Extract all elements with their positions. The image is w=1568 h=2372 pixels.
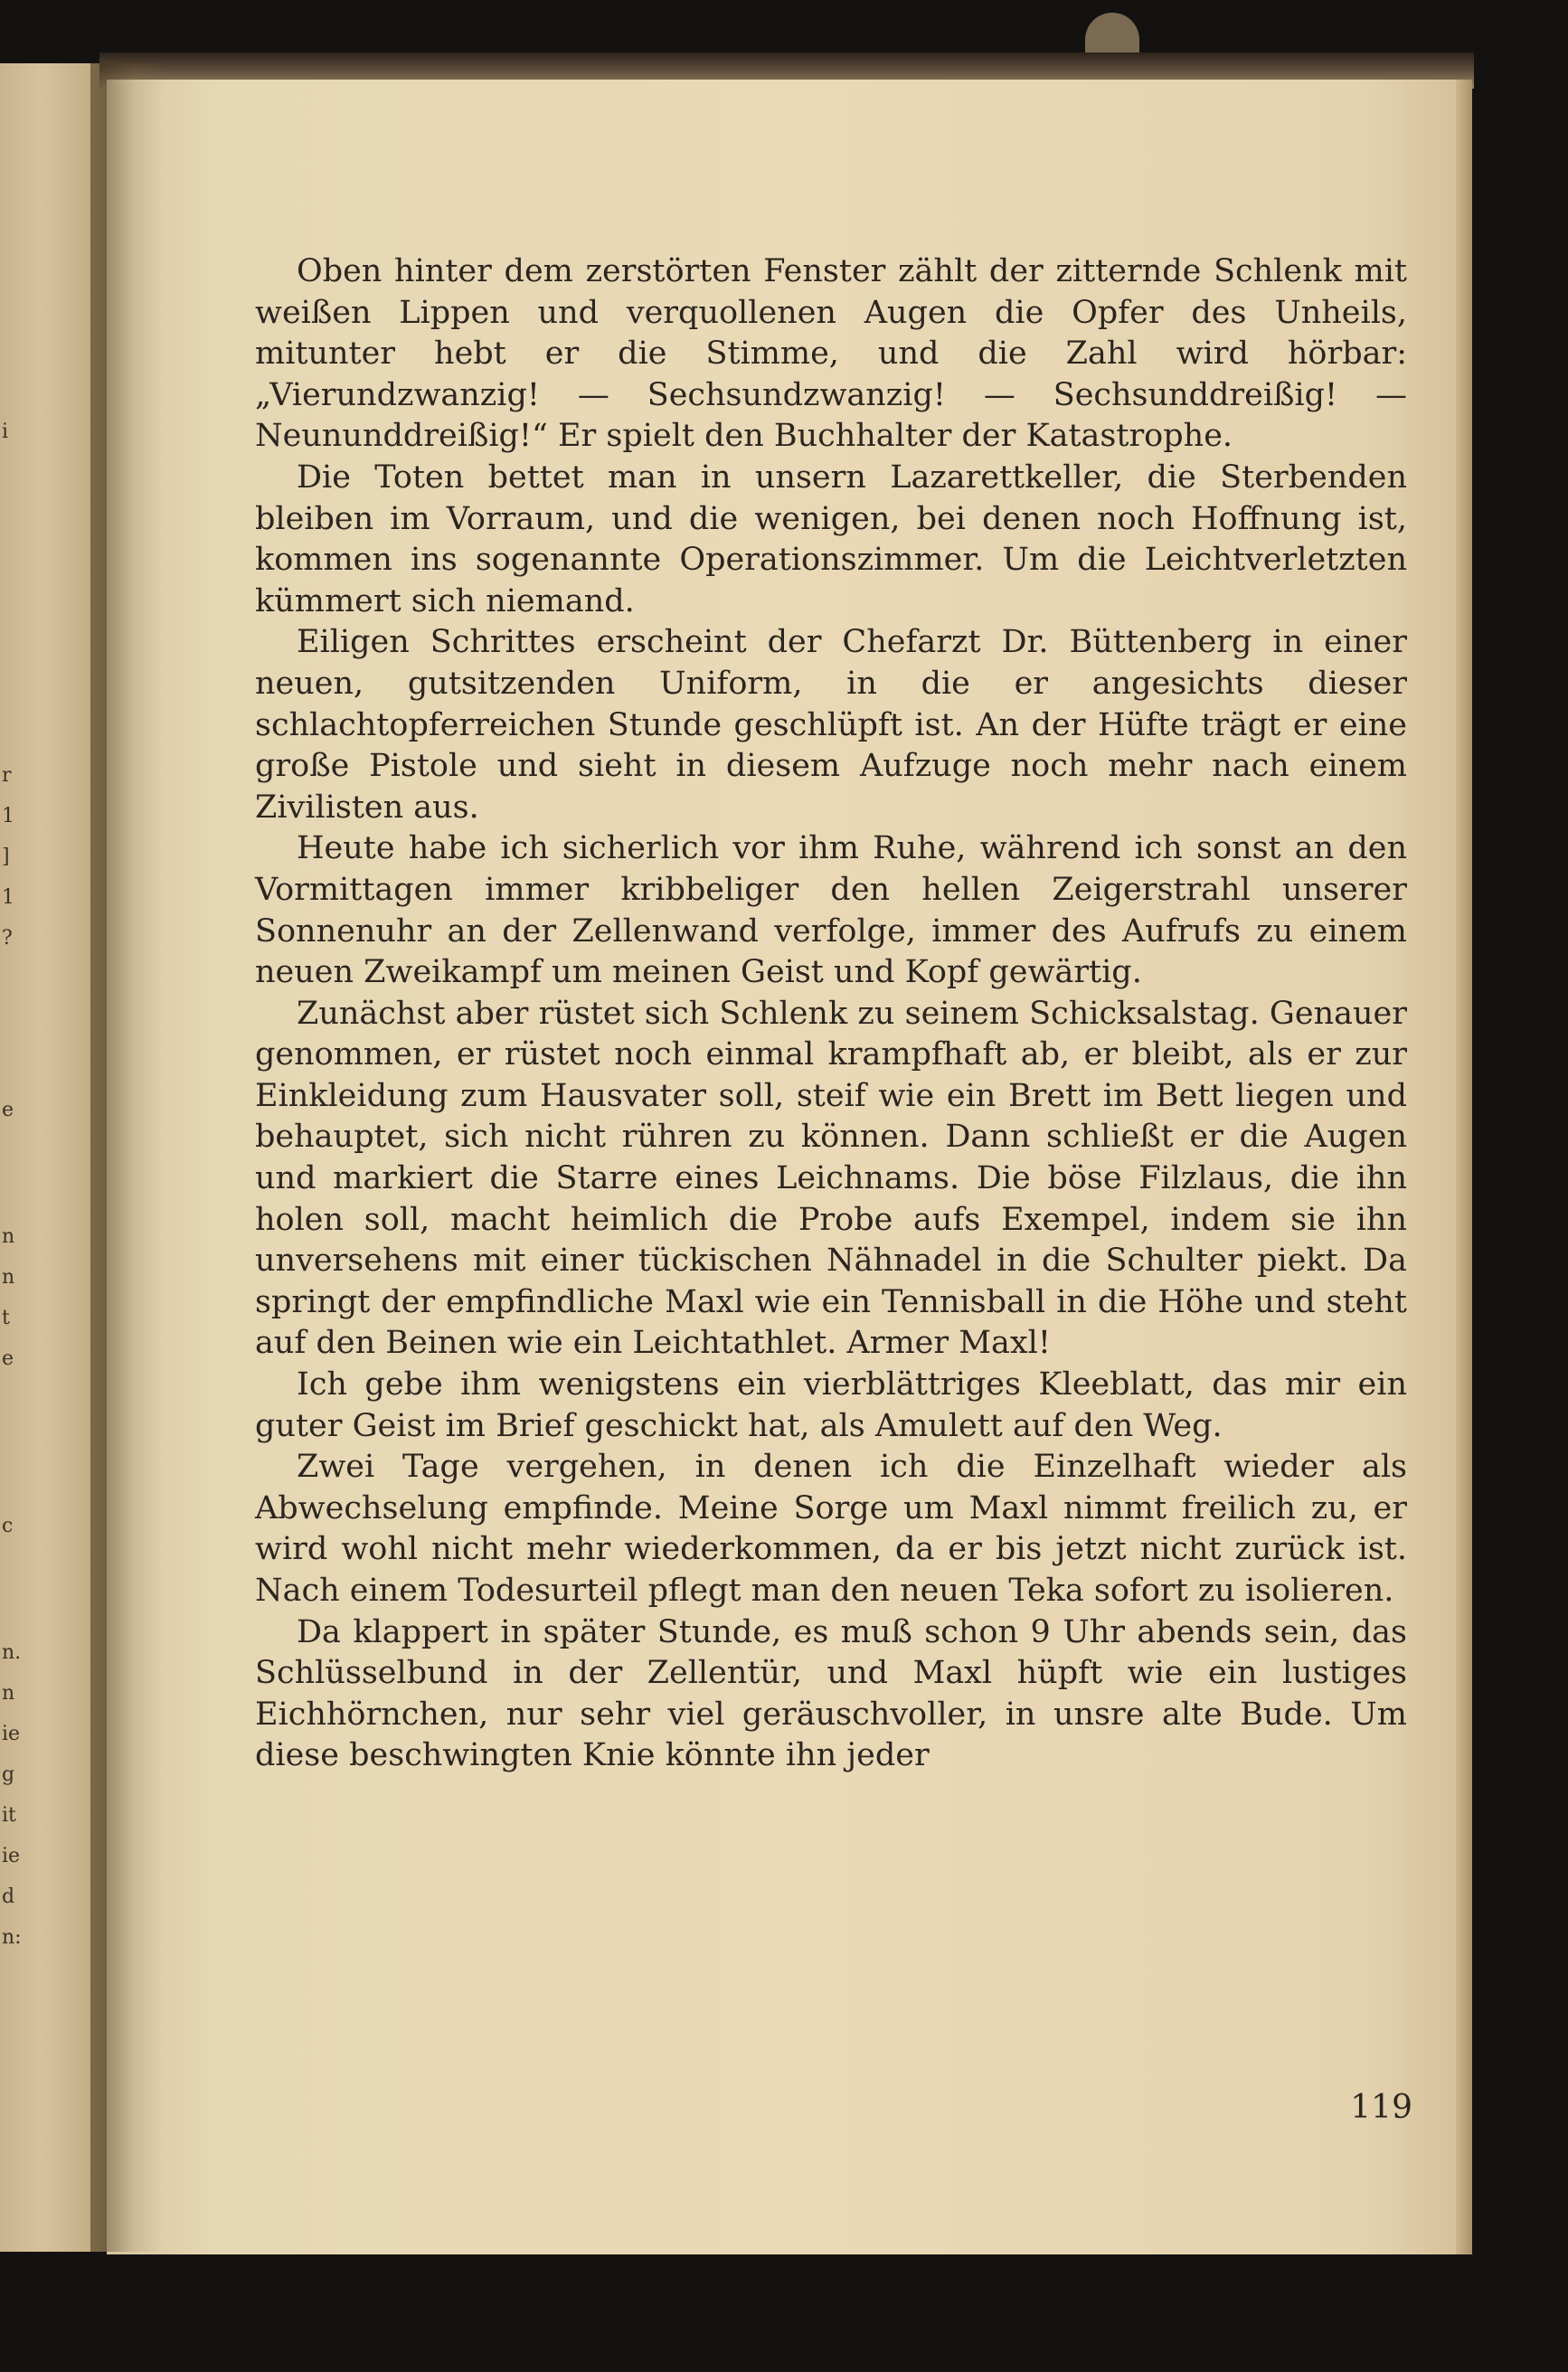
- left-fragment: 1: [2, 886, 14, 909]
- left-fragment: c: [2, 1515, 14, 1537]
- left-page-text-fragments: [0, 63, 27, 2252]
- page-edge: [1456, 80, 1472, 2254]
- body-text: [255, 251, 1407, 1777]
- left-fragment: n: [2, 1682, 15, 1705]
- paragraph: Die Toten bettet man in unsern Lazarettkeller, die Sterbenden bleiben im Vorraum, und die wenigen, bei denen noch Hoffnung ist, kommen ins sogenannte Operationszimmer. Um die Leichtverletzten kümmert sich niemand.: [255, 458, 1407, 619]
- left-fragment: d: [2, 1885, 15, 1908]
- left-page-edge: [0, 63, 107, 2252]
- paragraph: Oben hinter dem zerstörten Fenster zählt der zitternde Schlenk mit weißen Lippen und verquollenen Augen die Opfer des Unheils, mitunter hebt er die Stimme, und die Zahl wird hörbar: „Vierundzwanzig! — Sechsundzwanzig! — Sechsunddreißig! — Neununddreißig!“ Er spielt den Buchhalter der Katastrophe.: [255, 253, 1407, 455]
- left-fragment: e: [2, 1347, 14, 1370]
- paragraph: Da klappert in später Stunde, es muß schon 9 Uhr abends sein, das Schlüsselbund in der Zellentür, und Maxl hüpft wie ein lustiges Eichhörnchen, nur sehr viel geräuschvoller, in unsre alte Bude. Um diese beschwingten Knie könnte ihn jeder: [255, 1613, 1407, 1774]
- left-fragment: ?: [2, 927, 13, 950]
- left-fragment: e: [2, 1099, 14, 1121]
- page-number: 119: [1350, 2089, 1412, 2126]
- left-fragment: n.: [2, 1641, 22, 1664]
- paragraph: Zwei Tage vergehen, in denen ich die Einzelhaft wieder als Abwechselung empfinde. Meine Sorge um Maxl nimmt freilich zu, er wird wohl nicht mehr wiederkommen, da er bis jetzt nicht zurück ist. Nach einem Todesurteil pflegt man den neuen Teka sofort zu isolieren.: [255, 1449, 1407, 1609]
- left-fragment: ie: [2, 1845, 21, 1867]
- left-fragment: g: [2, 1763, 15, 1786]
- left-fragment: ie: [2, 1723, 21, 1745]
- left-fragment: r: [2, 764, 12, 787]
- left-fragment: 1: [2, 805, 14, 827]
- left-fragment: i: [2, 421, 9, 443]
- left-fragment: t: [2, 1307, 10, 1329]
- left-fragment: n: [2, 1225, 15, 1248]
- paragraph: Eiligen Schrittes erscheint der Chefarzt Dr. Büttenberg in einer neuen, gutsitzenden Uniform, in die er angesichts dieser schlachtopferreichen Stunde geschlüpft ist. An der Hüfte trägt er eine große Pistole und sieht in diesem Aufzuge noch mehr nach einem Zivilisten aus.: [255, 624, 1407, 826]
- book-page: [107, 80, 1472, 2254]
- left-fragment: n: [2, 1266, 15, 1289]
- left-fragment: n:: [2, 1926, 22, 1949]
- left-fragment: ]: [2, 846, 10, 868]
- paragraph: Ich gebe ihm wenigstens ein vierblättriges Kleeblatt, das mir ein guter Geist im Brief geschickt hat, als Amulett auf den Weg.: [255, 1366, 1407, 1444]
- paragraph: Heute habe ich sicherlich vor ihm Ruhe, während ich sonst an den Vormittagen immer kribbeliger den hellen Zeigerstrahl unserer Sonnenuhr an der Zellenwand verfolge, immer des Aufrufs zu einem neuen Zweikampf um meinen Geist und Kopf gewärtig.: [255, 830, 1407, 991]
- left-fragment: it: [2, 1804, 16, 1827]
- paragraph: Zunächst aber rüstet sich Schlenk zu seinem Schicksalstag. Genauer genommen, er rüstet noch einmal krampfhaft ab, er bleibt, als er zur Einkleidung zum Hausvater soll, steif wie ein Brett im Bett liegen und behauptet, sich nicht rühren zu können. Dann schließt er die Augen und markiert die Starre eines Leichnams. Die böse Filzlaus, die ihn holen soll, macht heimlich die Probe aufs Exempel, indem sie ihn unversehens mit einer tückischen Nähnadel in die Schulter piekt. Da springt der empfindliche Maxl wie ein Tennisball in die Höhe und steht auf den Beinen wie ein Leichtathlet. Armer Maxl!: [255, 995, 1407, 1362]
